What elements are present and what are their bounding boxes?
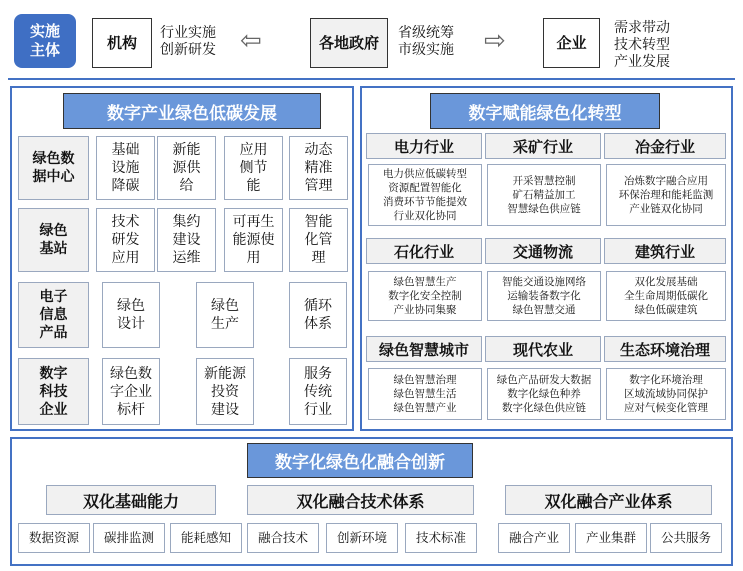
- capability-header: 双化融合技术体系: [247, 485, 474, 515]
- org-desc: 行业实施 创新研发: [160, 25, 216, 58]
- industry-header: 交通物流: [485, 238, 601, 264]
- capability-item: 公共服务: [650, 523, 722, 553]
- feature-box: 绿色 设计: [102, 282, 160, 348]
- industry-header: 石化行业: [366, 238, 482, 264]
- feature-box: 新能源 投资 建设: [196, 358, 254, 425]
- industry-desc: 绿色智慧治理 绿色智慧生活 绿色智慧产业: [368, 368, 482, 420]
- arrow-right-icon: ⇨: [484, 26, 506, 56]
- industry-header: 电力行业: [366, 133, 482, 159]
- feature-box: 循环 体系: [289, 282, 347, 348]
- industry-desc: 数字化环境治理 区域流域协同保护 应对气候变化管理: [606, 368, 726, 420]
- feature-box: 绿色数 字企业 标杆: [102, 358, 160, 425]
- capability-item: 产业集群: [575, 523, 647, 553]
- industry-header: 建筑行业: [604, 238, 726, 264]
- industry-desc: 智能交通设施网络 运输装备数字化 绿色智慧交通: [487, 271, 601, 321]
- enterprise-desc: 需求带动 技术转型 产业发展: [614, 20, 670, 70]
- feature-box: 基础 设施 降碳: [96, 136, 155, 200]
- feature-box: 技术 研发 应用: [96, 208, 155, 272]
- implementation-subject-badge: 实施 主体: [14, 14, 76, 68]
- government-desc: 省级统筹 市级实施: [398, 25, 454, 58]
- industry-desc: 电力供应低碳转型 资源配置智能化 消费环节节能提效 行业双化协同: [368, 164, 482, 226]
- capability-item: 融合技术: [247, 523, 319, 553]
- industry-desc: 双化发展基础 全生命周期低碳化 绿色低碳建筑: [606, 271, 726, 321]
- industry-header: 采矿行业: [485, 133, 601, 159]
- industry-desc: 开采智慧控制 矿石精益加工 智慧绿色供应链: [487, 164, 601, 226]
- industry-header: 生态环境治理: [604, 336, 726, 362]
- industry-header: 绿色智慧城市: [366, 336, 482, 362]
- left-panel-title: 数字产业绿色低碳发展: [63, 93, 321, 129]
- capability-item: 数据资源: [18, 523, 90, 553]
- industry-header: 现代农业: [485, 336, 601, 362]
- feature-box: 服务 传统 行业: [289, 358, 347, 425]
- capability-header: 双化融合产业体系: [505, 485, 712, 515]
- industry-desc: 绿色智慧生产 数字化安全控制 产业协同集聚: [368, 271, 482, 321]
- feature-box: 应用 侧节 能: [224, 136, 283, 200]
- feature-box: 新能 源供 给: [157, 136, 216, 200]
- capability-item: 能耗感知: [170, 523, 242, 553]
- arrow-left-icon: ⇦: [240, 26, 262, 56]
- row-label: 绿色 基站: [18, 208, 89, 272]
- row-label: 数字 科技 企业: [18, 358, 89, 425]
- capability-item: 技术标准: [405, 523, 477, 553]
- enterprise-box: 企业: [543, 18, 600, 68]
- bottom-panel-title: 数字化绿色化融合创新: [247, 443, 473, 478]
- government-box: 各地政府: [310, 18, 388, 68]
- feature-box: 集约 建设 运维: [157, 208, 216, 272]
- right-panel-title: 数字赋能绿色化转型: [430, 93, 660, 129]
- capability-item: 融合产业: [498, 523, 570, 553]
- feature-box: 智能 化管 理: [289, 208, 348, 272]
- row-label: 电子 信息 产品: [18, 282, 89, 348]
- feature-box: 可再生 能源使 用: [224, 208, 283, 272]
- industry-desc: 冶炼数字融合应用 环保治理和能耗监测 产业链双化协同: [606, 164, 726, 226]
- org-box: 机构: [92, 18, 152, 68]
- capability-header: 双化基础能力: [46, 485, 216, 515]
- feature-box: 动态 精准 管理: [289, 136, 348, 200]
- capability-item: 碳排监测: [93, 523, 165, 553]
- industry-desc: 绿色产品研发大数据 数字化绿色种养 数字化绿色供应链: [487, 368, 601, 420]
- industry-header: 冶金行业: [604, 133, 726, 159]
- feature-box: 绿色 生产: [196, 282, 254, 348]
- capability-item: 创新环境: [326, 523, 398, 553]
- row-label: 绿色数 据中心: [18, 136, 89, 200]
